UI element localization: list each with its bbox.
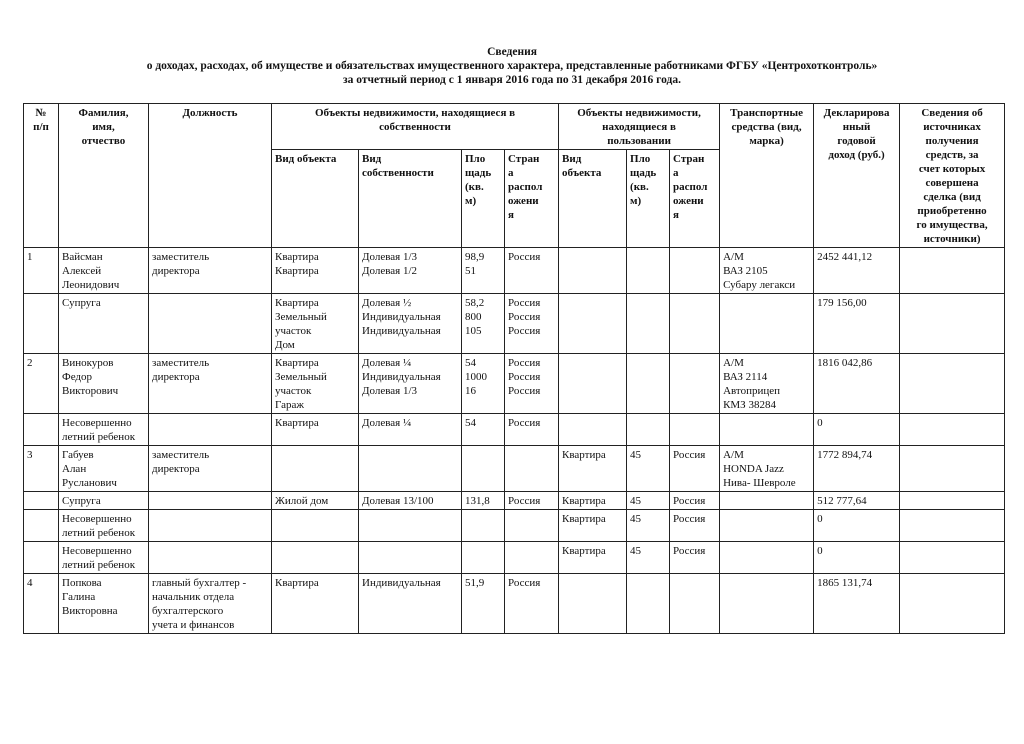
cell-num <box>24 542 59 574</box>
cell-position <box>149 492 272 510</box>
cell-used-area: 45 <box>627 542 670 574</box>
cell-num <box>24 294 59 354</box>
cell-income: 0 <box>814 542 900 574</box>
cell-owned-area: 51,9 <box>462 574 505 634</box>
header-sources: Сведения об источниках получения средств, за счет которых совершена сделка (вид приобретенно го имущества, источники) <box>900 104 1005 248</box>
table-row <box>24 414 1005 446</box>
cell-owned-country: Россия <box>505 574 559 634</box>
cell-owned-area <box>462 446 505 492</box>
cell-position: заместитель директора <box>149 446 272 492</box>
cell-position: главный бухгалтер - начальник отдела бухгалтерского учета и финансов <box>149 574 272 634</box>
cell-owned-ownership: Долевая ¼ Индивидуальная Долевая 1/3 <box>359 354 462 414</box>
cell-owned-area: 54 <box>462 414 505 446</box>
cell-owned-country: Россия Россия Россия <box>505 354 559 414</box>
cell-used-type <box>559 414 627 446</box>
header-used-area: Пло щадь (кв. м) <box>627 150 670 248</box>
cell-num: 2 <box>24 354 59 414</box>
cell-num <box>24 510 59 542</box>
cell-used-country <box>670 574 720 634</box>
cell-position: заместитель директора <box>149 354 272 414</box>
cell-owned-type: Квартира <box>272 574 359 634</box>
cell-transport <box>720 294 814 354</box>
cell-income: 1772 894,74 <box>814 446 900 492</box>
cell-sources <box>900 542 1005 574</box>
cell-owned-country <box>505 542 559 574</box>
cell-name: Габуев Алан Русланович <box>59 446 149 492</box>
title-line-2: о доходах, расходах, об имуществе и обязательствах имущественного характера, представленные работниками ФГБУ «Центрохотконтроль» <box>146 60 878 72</box>
header-owned-area: Пло щадь (кв. м) <box>462 150 505 248</box>
cell-name: Несовершенно летний ребенок <box>59 542 149 574</box>
cell-name: Несовершенно летний ребенок <box>59 414 149 446</box>
title-line-1: Сведения <box>487 46 537 58</box>
header-owned-country: Стран а рaспол ожени я <box>505 150 559 248</box>
cell-transport: А/М ВАЗ 2105 Субару легакси <box>720 248 814 294</box>
cell-used-type <box>559 354 627 414</box>
cell-name: Несовершенно летний ребенок <box>59 510 149 542</box>
header-name: Фамилия, имя, отчество <box>59 104 149 248</box>
cell-used-area <box>627 248 670 294</box>
cell-used-country <box>670 354 720 414</box>
cell-owned-ownership: Долевая 1/3 Долевая 1/2 <box>359 248 462 294</box>
cell-transport <box>720 492 814 510</box>
cell-sources <box>900 492 1005 510</box>
cell-sources <box>900 510 1005 542</box>
cell-income: 2452 441,12 <box>814 248 900 294</box>
cell-owned-type: Квартира <box>272 414 359 446</box>
cell-used-type <box>559 574 627 634</box>
cell-used-country <box>670 294 720 354</box>
cell-transport: А/М ВАЗ 2114 Автоприцеп КМЗ 38284 <box>720 354 814 414</box>
cell-transport <box>720 574 814 634</box>
cell-transport <box>720 414 814 446</box>
table-row <box>24 492 1005 510</box>
header-owned-ownership: Вид собственности <box>359 150 462 248</box>
cell-transport <box>720 542 814 574</box>
header-num: № п/п <box>24 104 59 248</box>
cell-owned-area <box>462 510 505 542</box>
cell-owned-country: Россия <box>505 492 559 510</box>
header-owned-type: Вид объекта <box>272 150 359 248</box>
cell-income: 512 777,64 <box>814 492 900 510</box>
cell-num: 4 <box>24 574 59 634</box>
cell-owned-country: Россия Россия Россия <box>505 294 559 354</box>
cell-owned-type <box>272 446 359 492</box>
cell-used-type: Квартира <box>559 492 627 510</box>
cell-used-area: 45 <box>627 446 670 492</box>
cell-num <box>24 492 59 510</box>
cell-used-type <box>559 294 627 354</box>
table-row <box>24 574 1005 634</box>
cell-transport <box>720 510 814 542</box>
cell-used-country: Россия <box>670 510 720 542</box>
cell-income: 179 156,00 <box>814 294 900 354</box>
cell-owned-country: Россия <box>505 414 559 446</box>
table-row <box>24 510 1005 542</box>
cell-sources <box>900 574 1005 634</box>
cell-owned-area <box>462 542 505 574</box>
cell-owned-type: Квартира Земельный участок Гараж <box>272 354 359 414</box>
header-used-country: Стран а рaспол ожени я <box>670 150 720 248</box>
document-title <box>0 45 1024 87</box>
cell-owned-type: Квартира Земельный участок Дом <box>272 294 359 354</box>
cell-name: Вайсман Алексей Леонидович <box>59 248 149 294</box>
cell-used-country <box>670 414 720 446</box>
cell-transport: А/М HONDA Jazz Нива- Шевроле <box>720 446 814 492</box>
cell-used-type <box>559 248 627 294</box>
cell-sources <box>900 414 1005 446</box>
cell-name: Супруга <box>59 492 149 510</box>
cell-used-type: Квартира <box>559 510 627 542</box>
cell-owned-area: 131,8 <box>462 492 505 510</box>
header-transport: Транспортные средства (вид, марка) <box>720 104 814 248</box>
cell-used-area: 45 <box>627 510 670 542</box>
cell-sources <box>900 354 1005 414</box>
cell-num: 1 <box>24 248 59 294</box>
cell-position: заместитель директора <box>149 248 272 294</box>
cell-owned-ownership: Долевая 13/100 <box>359 492 462 510</box>
cell-used-type: Квартира <box>559 542 627 574</box>
cell-income: 0 <box>814 510 900 542</box>
cell-used-type: Квартира <box>559 446 627 492</box>
header-used-type: Вид объекта <box>559 150 627 248</box>
table-row <box>24 542 1005 574</box>
table-row <box>24 446 1005 492</box>
cell-position <box>149 542 272 574</box>
table-row <box>24 248 1005 294</box>
cell-owned-ownership: Долевая ½ Индивидуальная Индивидуальная <box>359 294 462 354</box>
cell-used-area <box>627 574 670 634</box>
header-used-group: Объекты недвижимости, находящиеся в пользовании <box>559 104 720 150</box>
cell-income: 1865 131,74 <box>814 574 900 634</box>
cell-used-area <box>627 354 670 414</box>
cell-used-country: Россия <box>670 542 720 574</box>
cell-used-country: Россия <box>670 446 720 492</box>
cell-owned-country: Россия <box>505 248 559 294</box>
cell-owned-area: 98,9 51 <box>462 248 505 294</box>
cell-owned-area: 54 1000 16 <box>462 354 505 414</box>
cell-name: Винокуров Федор Викторович <box>59 354 149 414</box>
cell-position <box>149 294 272 354</box>
header-position: Должность <box>149 104 272 248</box>
cell-owned-ownership: Долевая ¼ <box>359 414 462 446</box>
cell-sources <box>900 248 1005 294</box>
header-income: Декларирова нный годовой доход (руб.) <box>814 104 900 248</box>
cell-owned-ownership <box>359 446 462 492</box>
cell-owned-area: 58,2 800 105 <box>462 294 505 354</box>
cell-position <box>149 414 272 446</box>
cell-position <box>149 510 272 542</box>
cell-num: 3 <box>24 446 59 492</box>
cell-name: Попкова Галина Викторовна <box>59 574 149 634</box>
cell-owned-ownership: Индивидуальная <box>359 574 462 634</box>
cell-owned-type: Жилой дом <box>272 492 359 510</box>
cell-owned-ownership <box>359 542 462 574</box>
table-row <box>24 354 1005 414</box>
cell-income: 0 <box>814 414 900 446</box>
cell-owned-type <box>272 510 359 542</box>
cell-owned-type: Квартира Квартира <box>272 248 359 294</box>
cell-owned-ownership <box>359 510 462 542</box>
declaration-table <box>23 103 1005 634</box>
cell-num <box>24 414 59 446</box>
header-owned-group: Объекты недвижимости, находящиеся в собственности <box>272 104 559 150</box>
title-line-3: за отчетный период с 1 января 2016 года по 31 декабря 2016 года. <box>343 74 681 86</box>
table-row <box>24 294 1005 354</box>
cell-name: Супруга <box>59 294 149 354</box>
cell-used-country <box>670 248 720 294</box>
cell-used-country: Россия <box>670 492 720 510</box>
cell-used-area: 45 <box>627 492 670 510</box>
cell-owned-country <box>505 510 559 542</box>
cell-income: 1816 042,86 <box>814 354 900 414</box>
cell-used-area <box>627 414 670 446</box>
cell-used-area <box>627 294 670 354</box>
cell-sources <box>900 446 1005 492</box>
cell-owned-country <box>505 446 559 492</box>
cell-sources <box>900 294 1005 354</box>
cell-owned-type <box>272 542 359 574</box>
